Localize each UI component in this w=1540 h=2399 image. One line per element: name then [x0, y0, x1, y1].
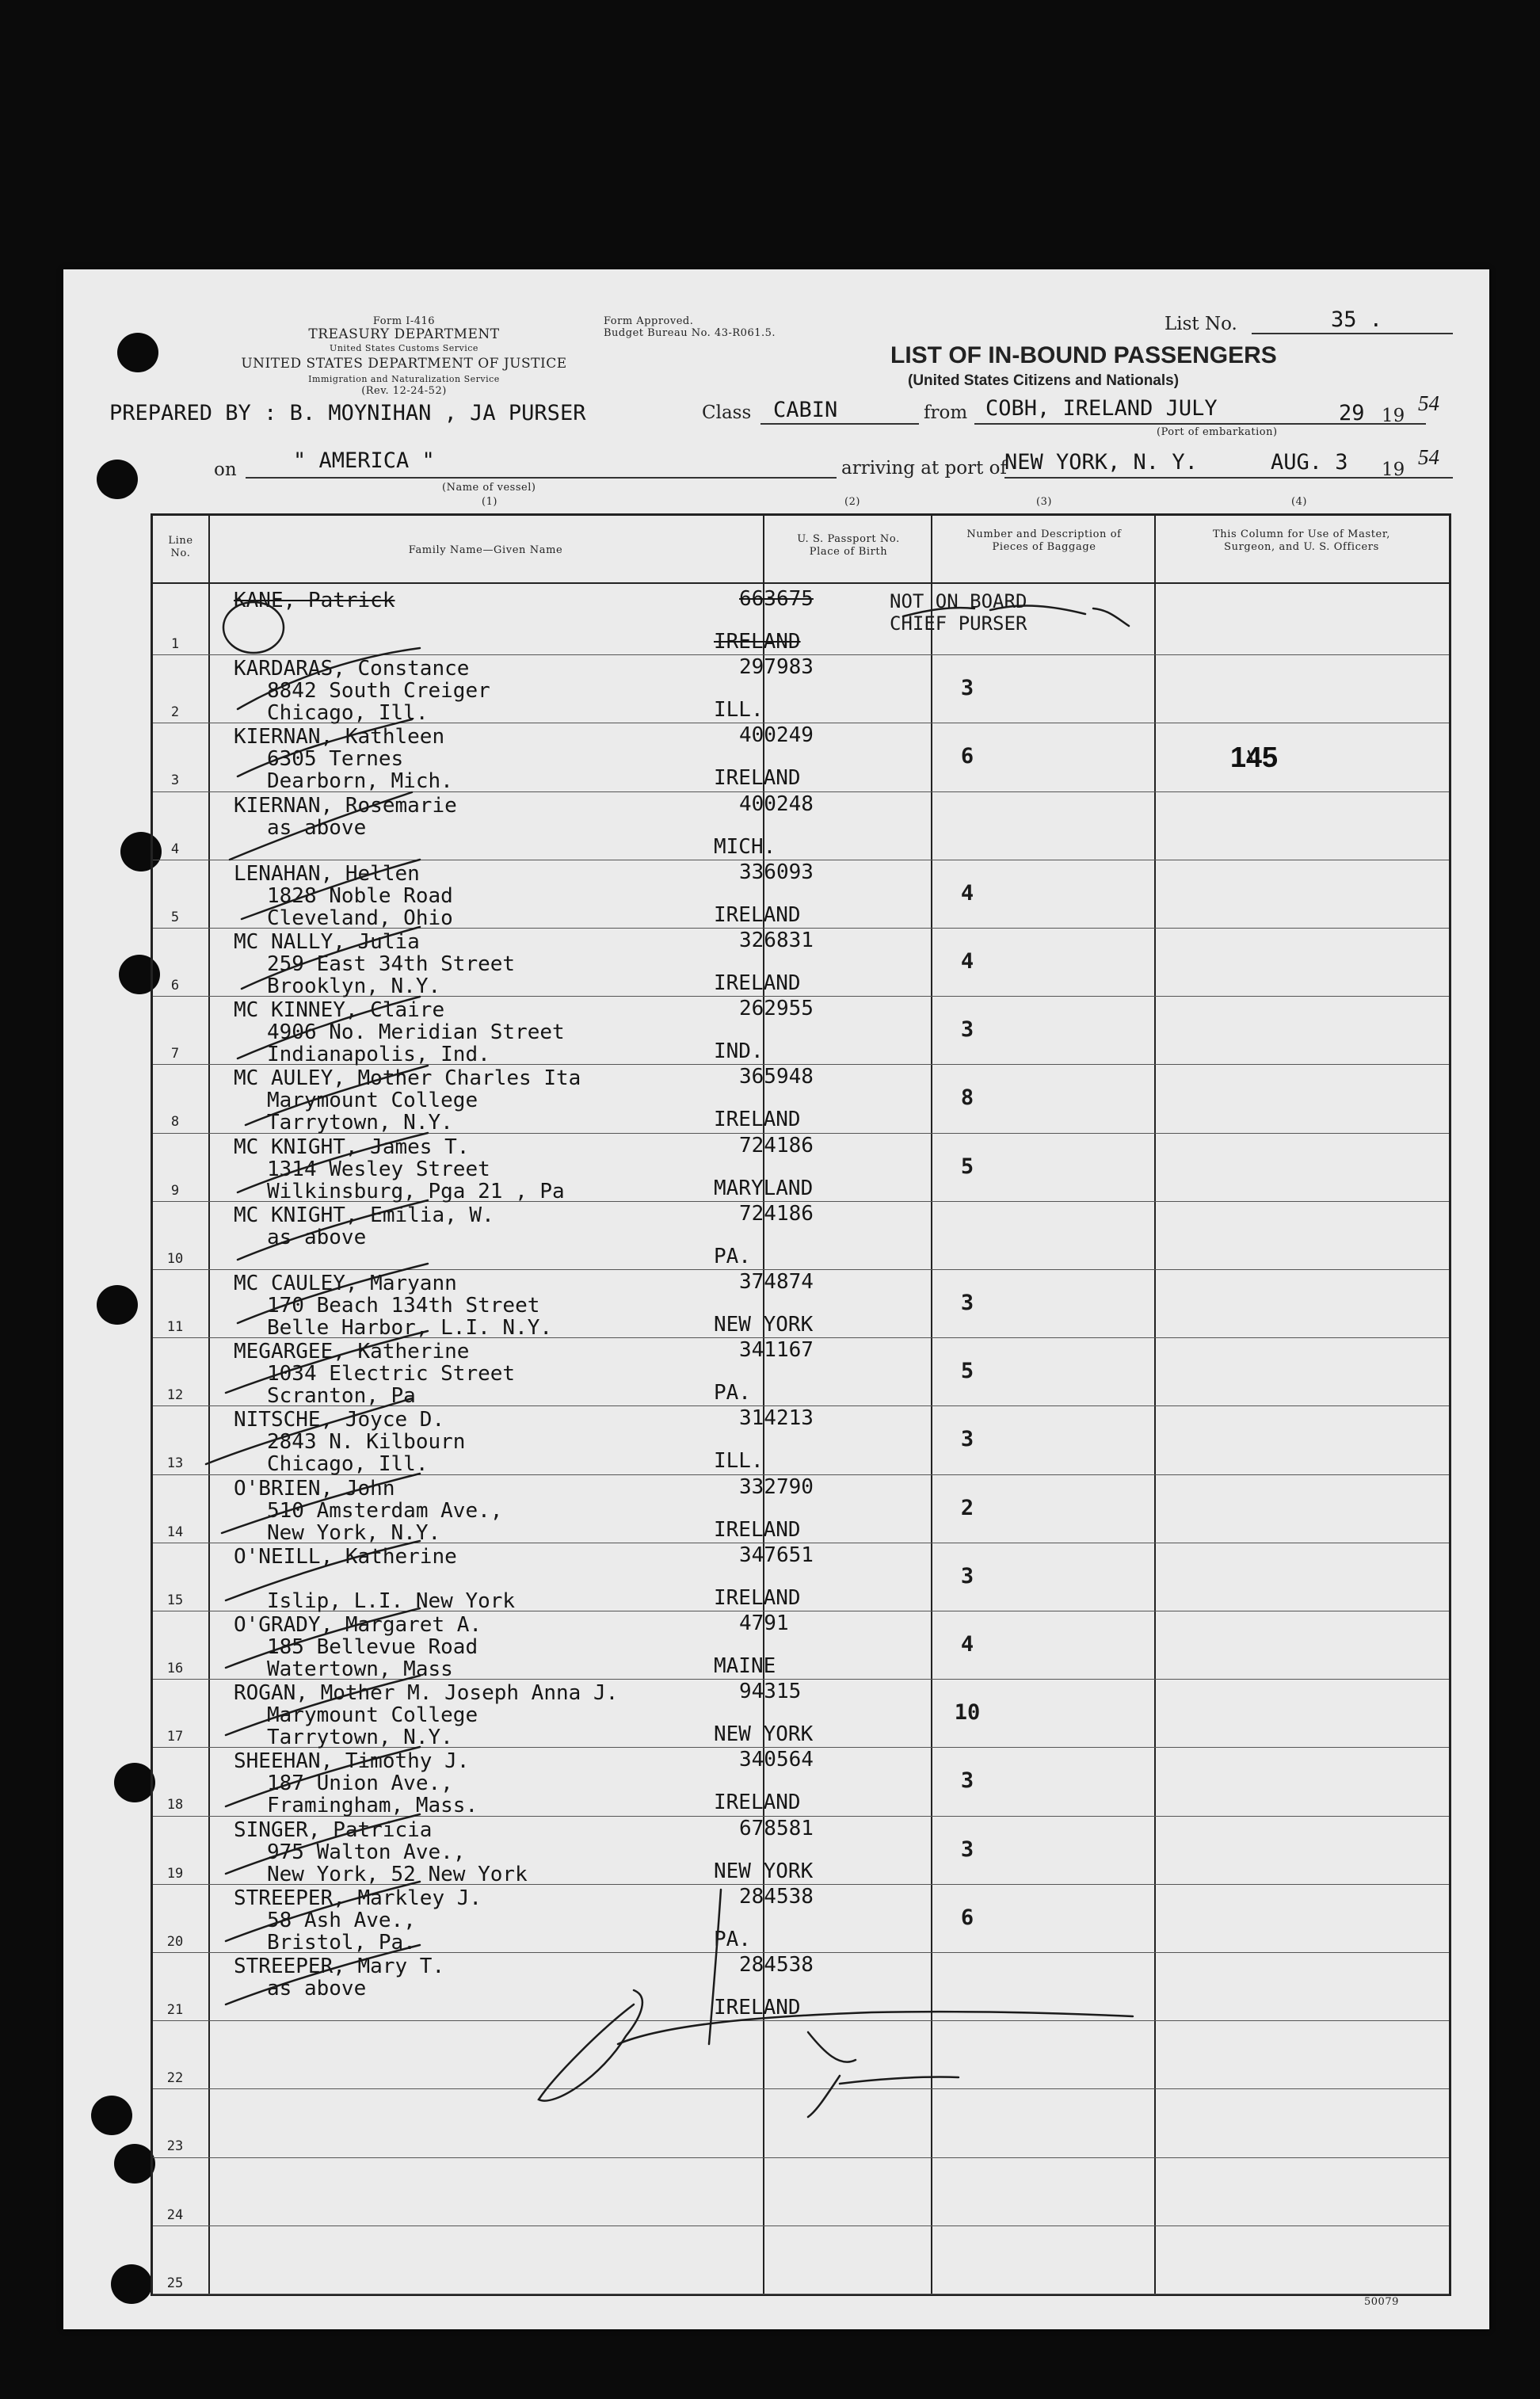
place-of-birth: NEW YORK: [714, 1313, 814, 1337]
naturalization-service: Immigration and Naturalization Service: [308, 374, 500, 384]
passport-number: 262955: [739, 997, 814, 1021]
table-row: [153, 1134, 1449, 1202]
passport-number: 336093: [739, 860, 814, 884]
arrival-year: 54: [1418, 445, 1439, 469]
col-num-2: (2): [844, 496, 860, 508]
address-line-1: Marymount College: [267, 1703, 478, 1728]
address-line-2: Framingham, Mass.: [267, 1794, 478, 1818]
passport-number: 678581: [739, 1816, 814, 1840]
line-number: 10: [166, 1250, 184, 1267]
line-number: 6: [170, 978, 180, 994]
form-header-left: [214, 315, 594, 397]
table-row: [153, 723, 1449, 794]
treasury-department: TREASURY DEPARTMENT: [308, 326, 500, 342]
document-subtitle: (United States Citizens and Nationals): [908, 372, 1180, 389]
address-line-1: Marymount College: [267, 1089, 478, 1113]
address-line-1: 4906 No. Meridian Street: [267, 1020, 565, 1045]
passenger-name: O'BRIEN, John: [234, 1476, 395, 1501]
passenger-name: MEGARGEE, Katherine: [234, 1340, 470, 1364]
passenger-name: MC KNIGHT, James T.: [234, 1135, 470, 1159]
class-label: Class: [702, 402, 752, 423]
passport-number: 365948: [739, 1065, 814, 1089]
place-of-birth: NEW YORK: [714, 1722, 814, 1747]
address-line-1: 58 Ash Ave.,: [267, 1908, 416, 1932]
form-number: Form I-416: [372, 315, 436, 327]
passport-number: 374874: [739, 1270, 814, 1294]
address-line-1: as above: [267, 1977, 367, 2000]
place-of-birth: IRELAND: [714, 1585, 801, 1610]
address-line-1: 185 Bellevue Road: [267, 1635, 478, 1659]
passenger-name: LENAHAN, Hellen: [234, 861, 420, 886]
baggage-count: 3: [960, 1017, 974, 1043]
passenger-name: KIERNAN, Kathleen: [234, 725, 445, 749]
passenger-name: ROGAN, Mother M. Joseph Anna J.: [234, 1681, 619, 1706]
line-number: 24: [166, 2206, 184, 2223]
passport-number: 297983: [739, 655, 814, 680]
table-row: [153, 1748, 1449, 1816]
vessel-line: [246, 477, 837, 479]
table-row: [153, 1338, 1449, 1409]
baggage-count: 4: [960, 880, 974, 906]
passport-number: 284538: [739, 1953, 814, 1977]
place-of-birth: IRELAND: [714, 1517, 801, 1542]
table-row: [153, 1885, 1449, 1953]
table-row: [153, 1611, 1449, 1680]
passport-number: 332790: [739, 1474, 814, 1499]
passport-number: 284538: [739, 1884, 814, 1909]
address-line-1: 170 Beach 134th Street: [267, 1294, 540, 1318]
arrival-year-prefix: 19: [1382, 460, 1405, 480]
arrival-date: AUG. 3: [1271, 450, 1348, 475]
list-no-line: [1252, 333, 1453, 334]
from-day: 29: [1339, 401, 1365, 425]
line-number: 7: [170, 1046, 180, 1062]
baggage-count: 4: [960, 1632, 974, 1657]
justice-department: UNITED STATES DEPARTMENT OF JUSTICE: [241, 356, 567, 372]
col-head-name: Family Name—Given Name: [408, 544, 563, 556]
table-row: [153, 1202, 1449, 1270]
arrival-port: NEW YORK, N. Y.: [1004, 450, 1198, 475]
punch-hole: [114, 2144, 155, 2184]
passenger-name: NITSCHE, Joyce D.: [234, 1408, 445, 1432]
address-line-1: 8842 South Creiger: [267, 679, 490, 704]
place-of-birth: PA.: [714, 1381, 751, 1405]
baggage-count: 4: [960, 949, 974, 974]
address-line-2: New York, 52 New York: [267, 1862, 528, 1886]
punch-hole: [111, 2264, 152, 2304]
table-row: [153, 2158, 1449, 2226]
baggage-count: 3: [960, 1768, 974, 1794]
col-head-baggage: Number and Description of Pieces of Baggage: [966, 528, 1122, 553]
line-number: 20: [166, 1933, 184, 1950]
line-number: 15: [166, 1592, 184, 1608]
port-caption: (Port of embarkation): [1157, 426, 1278, 438]
passenger-name: KARDARAS, Constance: [234, 657, 470, 681]
passenger-table: [151, 513, 1451, 2296]
address-line-2: Chicago, Ill.: [267, 701, 429, 726]
line-number: 16: [166, 1661, 184, 1676]
address-line-1: 2843 N. Kilbourn: [267, 1430, 466, 1455]
address-line-1: 1314 Wesley Street: [267, 1157, 490, 1181]
passport-number: 4791: [739, 1611, 789, 1635]
line-number: 11: [166, 1319, 184, 1335]
table-row: [153, 1475, 1449, 1543]
col-head-line: Line No.: [168, 535, 193, 559]
punch-hole: [117, 333, 158, 372]
officer-note: 145: [1229, 741, 1279, 774]
address-line-2: Chicago, Ill.: [267, 1452, 429, 1477]
address-line-2: Cleveland, Ohio: [267, 906, 453, 930]
address-line-2: Tarrytown, N.Y.: [267, 1726, 453, 1750]
line-number: 5: [170, 909, 180, 925]
address-line-2: Watertown, Mass: [267, 1657, 453, 1681]
table-row: [153, 997, 1449, 1065]
table-row: [153, 1680, 1449, 1748]
passport-number: 724186: [739, 1201, 814, 1226]
place-of-birth: MARYLAND: [714, 1176, 814, 1200]
place-of-birth: IRELAND: [714, 902, 801, 927]
baggage-count: 2: [960, 1495, 974, 1520]
line-number: 14: [166, 1524, 184, 1540]
passport-number: 94315: [739, 1680, 802, 1704]
address-line-2: Wilkinsburg, Pga 21 , Pa: [267, 1179, 565, 1203]
line-number: 18: [166, 1797, 184, 1814]
line-number: 3: [170, 772, 180, 789]
passenger-name: MC NALLY, Julia: [234, 930, 420, 954]
class-line: [760, 423, 919, 425]
address-line-2: Islip, L.I. New York: [267, 1589, 516, 1613]
header-divider: [153, 582, 1449, 584]
passenger-name: KANE, Patrick: [234, 589, 395, 612]
baggage-count: 5: [960, 1359, 974, 1384]
place-of-birth: ILL.: [714, 698, 764, 723]
table-row: [153, 2021, 1449, 2089]
line-number: 21: [166, 2002, 184, 2018]
line-number: 1: [170, 636, 180, 652]
on-label: on: [214, 460, 237, 480]
form-approved: Form Approved.: [604, 315, 694, 327]
col-num-1: (1): [482, 496, 497, 508]
class-value: CABIN: [773, 398, 838, 422]
vessel-caption: (Name of vessel): [442, 482, 536, 494]
address-line-1: 1828 Noble Road: [267, 883, 453, 908]
line-number: 19: [166, 1865, 184, 1882]
punch-hole: [114, 1763, 155, 1802]
baggage-count: 3: [960, 676, 974, 701]
baggage-count: 3: [960, 1563, 974, 1589]
table-row: [153, 2226, 1449, 2294]
table-row: [153, 1270, 1449, 1338]
passport-number: 340564: [739, 1748, 814, 1772]
address-line-1: as above: [267, 815, 367, 840]
address-line-2: Brooklyn, N.Y.: [267, 974, 441, 998]
passport-number: 347651: [739, 1543, 814, 1567]
passenger-name: MC AULEY, Mother Charles Ita: [234, 1066, 581, 1091]
passenger-name: O'GRADY, Margaret A.: [234, 1613, 482, 1637]
baggage-count: 8: [960, 1085, 974, 1111]
place-of-birth: IRELAND: [714, 1108, 801, 1132]
form-approved-block: [604, 315, 776, 339]
passport-number: 326831: [739, 929, 814, 952]
baggage-count: 6: [960, 1905, 974, 1930]
place-of-birth: ILL.: [714, 1449, 764, 1474]
place-of-birth: IRELAND: [714, 1996, 801, 2020]
table-row: [153, 1953, 1449, 2021]
place-of-birth: IND.: [714, 1039, 764, 1064]
punch-hole: [97, 1285, 138, 1325]
arriving-label: arriving at port of: [841, 458, 1007, 479]
line-number: 13: [166, 1455, 184, 1472]
table-row: [153, 587, 1449, 655]
table-row: [153, 655, 1449, 726]
list-no-label: List No.: [1165, 314, 1237, 334]
table-row: [153, 1065, 1449, 1133]
table-row: [153, 2089, 1449, 2157]
passport-number: 314213: [739, 1406, 814, 1431]
address-line-2: New York, N.Y.: [267, 1520, 441, 1545]
col-num-3: (3): [1036, 496, 1052, 508]
address-line-2: Indianapolis, Ind.: [267, 1043, 490, 1067]
punch-hole: [97, 460, 138, 499]
table-row: [153, 1543, 1449, 1611]
passenger-name: KIERNAN, Rosemarie: [234, 793, 457, 818]
list-no: 35 .: [1331, 307, 1383, 332]
baggage-count: 3: [960, 1291, 974, 1315]
baggage-count: 10: [954, 1700, 981, 1726]
passport-number: 724186: [739, 1133, 814, 1158]
line-number: 4: [170, 841, 180, 857]
prepared-by: PREPARED BY : B. MOYNIHAN , JA PURSER: [109, 401, 586, 425]
address-line-1: 187 Union Ave.,: [267, 1772, 453, 1796]
address-line-1: 510 Amsterdam Ave.,: [267, 1498, 503, 1523]
revision: (Rev. 12-24-52): [361, 385, 447, 397]
budget-bureau: Budget Bureau No. 43-R061.5.: [604, 327, 776, 339]
place-of-birth: PA.: [714, 1927, 751, 1951]
table-row: [153, 1817, 1449, 1885]
from-value: COBH, IRELAND JULY: [985, 396, 1218, 421]
passenger-name: SINGER, Patricia: [234, 1817, 433, 1842]
customs-service: United States Customs Service: [330, 343, 478, 353]
col-head-officers: This Column for Use of Master, Surgeon, and U. S. Officers: [1213, 528, 1390, 553]
vessel-name: " AMERICA ": [293, 448, 435, 473]
address-line-1: 975 Walton Ave.,: [267, 1840, 466, 1864]
line-number: 25: [166, 2275, 184, 2291]
baggage-count: 3: [960, 1836, 974, 1862]
passenger-name: STREEPER, Markley J.: [234, 1886, 482, 1910]
table-row: [153, 860, 1449, 929]
address-line-2: Dearborn, Mich.: [267, 769, 453, 794]
col-head-passport: U. S. Passport No. Place of Birth: [797, 533, 900, 558]
baggage-count: 5: [960, 1154, 974, 1179]
col-num-4: (4): [1291, 496, 1307, 508]
from-label: from: [924, 402, 968, 423]
address-line-2: Bristol, Pa.: [267, 1930, 416, 1955]
line-number: 23: [166, 2138, 184, 2155]
passenger-name: STREEPER, Mary T.: [234, 1955, 445, 1978]
table-row: [153, 929, 1449, 997]
baggage-count: 6: [960, 744, 974, 769]
footer-code: 50079: [1364, 2296, 1399, 2308]
line-number: 9: [170, 1182, 180, 1199]
passport-number: 663675: [739, 587, 814, 611]
passport-number: 341167: [739, 1338, 814, 1363]
address-line-1: 259 East 34th Street: [267, 952, 516, 976]
place-of-birth: PA.: [714, 1244, 751, 1268]
place-of-birth: MAINE: [714, 1654, 776, 1678]
address-line-1: as above: [267, 1225, 367, 1249]
passenger-name: MC KNIGHT, Emilia, W.: [234, 1203, 494, 1227]
passenger-name: MC KINNEY, Claire: [234, 998, 445, 1023]
punch-hole: [91, 2096, 132, 2135]
line-number: 2: [170, 704, 180, 721]
place-of-birth: IRELAND: [714, 766, 801, 791]
from-year: 54: [1418, 391, 1439, 415]
address-line-1: 1034 Electric Street: [267, 1362, 516, 1386]
table-row: [153, 792, 1449, 860]
year-prefix: 19: [1382, 406, 1405, 426]
document-title: LIST OF IN-BOUND PASSENGERS: [890, 342, 1277, 368]
place-of-birth: NEW YORK: [714, 1859, 814, 1883]
address-line-2: Belle Harbor, L.I. N.Y.: [267, 1316, 553, 1340]
passenger-name: SHEEHAN, Timothy J.: [234, 1749, 470, 1774]
place-of-birth: IRELAND: [714, 971, 801, 995]
place-of-birth: MICH.: [714, 834, 776, 859]
place-of-birth: IRELAND: [714, 630, 801, 654]
passenger-name: MC CAULEY, Maryann: [234, 1272, 457, 1295]
passenger-name: O'NEILL, Katherine: [234, 1544, 457, 1569]
line-number: 12: [166, 1387, 184, 1404]
passport-number: 400249: [739, 723, 814, 748]
address-line-1: 6305 Ternes: [267, 747, 404, 772]
line-number: 8: [170, 1114, 180, 1131]
passport-number: 400248: [739, 791, 814, 816]
baggage-count: NOT ON BOARD CHIEF PURSER: [890, 590, 1027, 635]
line-number: 17: [166, 1729, 184, 1745]
place-of-birth: IRELAND: [714, 1791, 801, 1815]
address-line-2: Scranton, Pa: [267, 1384, 416, 1409]
line-number: 22: [166, 2070, 184, 2087]
baggage-count: 3: [960, 1427, 974, 1452]
address-line-2: Tarrytown, N.Y.: [267, 1111, 453, 1135]
table-row: [153, 1406, 1449, 1477]
